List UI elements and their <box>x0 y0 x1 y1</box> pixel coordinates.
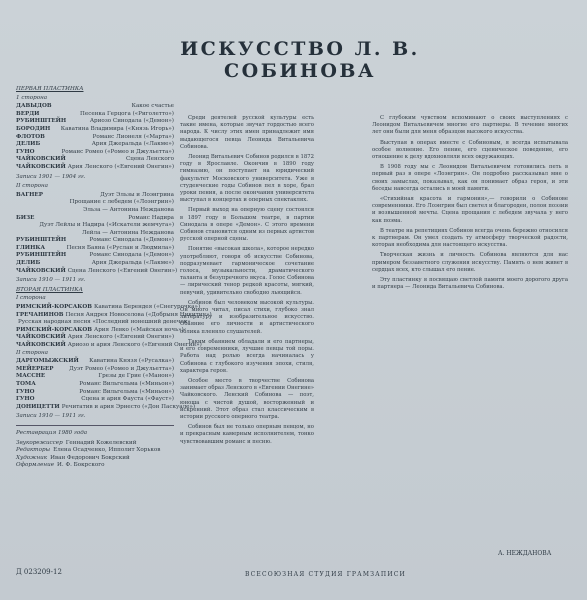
essay-column-1 <box>180 115 314 449</box>
plate2-tracks <box>16 304 212 350</box>
track-title: Ария Ленского («Евгений Онегин») <box>67 334 175 341</box>
track-title: Романс Вильгельма («Миньон») <box>79 380 174 387</box>
track-composer: ДЕЛИБ <box>16 141 41 148</box>
track-row <box>16 311 212 320</box>
track-composer: ФЛОТОВ <box>16 133 45 140</box>
track-title: Сцена Ленского <box>125 156 174 163</box>
essay-paragraph: В театре на репетициях Собинов всегда очень бережно относился к партнерам. Он умел создать ту атмосферу творческой радости, которая необходима для настоящего искусства. <box>372 227 568 249</box>
essay-paragraph: Особое место в творчестве Собинова занимает образ Ленского в «Евгении Онегине» Чайковского. Ленский Собинова — поэт, юноша с чистой душой, восторженный и искренний. Этот образ стал классическим в истории русского оперного театра. <box>180 377 314 420</box>
credit-row <box>16 447 174 455</box>
track-composer: ДАРГОМЫЖСКИЙ <box>16 358 79 365</box>
track-row <box>16 381 174 389</box>
track-row <box>16 156 174 164</box>
essay-paragraph: Творческая жизнь и личность Собинова являются для нас примером беззаветного служения искусству. Память о нем живет в сердцах всех, кто слышал его пение. <box>372 252 568 273</box>
plate2-years: Записи 1910 — 1911 гг. <box>16 413 86 420</box>
plate2-side: I сторона <box>16 295 46 302</box>
plate1-years: Записи 1901 — 1904 гг. <box>16 173 86 180</box>
essay-paragraph: Понятие «высокая школа», которое нередко употребляют, говоря об искусстве Собинова, подразумевает гармоническое сочетание голоса, музыкальности, драматического таланта и безупречного вкуса. Голос Собинова — лирический тенор редкой красоты, мягкий, певучий, удивительно свободно льющийся. <box>180 246 314 296</box>
track-composer: ЧАЙКОВСКИЙ <box>16 334 66 341</box>
track-title: Лейла — Антонина Нежданова <box>81 229 174 236</box>
track-title: Сцена Ленского («Евгений Онегин») <box>67 267 178 274</box>
track-title: Сцена и ария Фауста («Фауст») <box>81 396 174 403</box>
page-title: ИСКУССТВО Л. В. СОБИНОВА <box>180 38 420 82</box>
track-composer: МАССНЕ <box>16 373 46 380</box>
track-row <box>16 260 174 268</box>
track-composer: ГУНО <box>16 388 35 395</box>
divider <box>16 425 174 426</box>
track-title: Романс Надира <box>128 214 174 221</box>
track-title: Песня Андрея Новоселова («Добрыня Никитич») <box>65 311 212 318</box>
track-composer: ТОМА <box>16 380 36 387</box>
track-row <box>16 252 174 260</box>
author-signature: А. НЕЖДАНОВА <box>498 550 552 557</box>
track-row <box>16 342 202 350</box>
track-title: Ария Ленского («Евгений Онегин») <box>67 163 175 170</box>
track-title: Дуэт Ромео («Ромео и Джульетта») <box>69 365 174 372</box>
track-composer: ГУНО <box>16 148 35 155</box>
essay-column-2 <box>372 115 568 294</box>
track-row <box>16 237 174 245</box>
credit-label: Оформление <box>16 462 55 469</box>
track-composer: БОРОДИН <box>16 125 51 132</box>
track-row <box>16 304 201 312</box>
essay-paragraph: С глубоким чувством вспоминают о своих выступлениях с Леонидом Витальевичем многие его партнеры. В течение многих лет они были для меня образцом высокого искусства. <box>372 115 568 136</box>
credit-row <box>16 440 174 448</box>
track-composer: ДАВЫДОВ <box>16 103 52 110</box>
plate1-years2: Записи 1910 — 1911 гг. <box>16 277 86 284</box>
track-composer: ВАГНЕР <box>16 191 43 198</box>
essay-paragraph: В 1908 году мы с Леонидом Витальевичем готовились петь в первый раз в опере «Лоэнгрин». Он подробно рассказывал мне о своих замыслах, показывал, как он понимает образ героя, и эти беседы навсегда остались в моей памяти. <box>372 164 568 192</box>
track-row <box>16 207 174 215</box>
essay-paragraph: Леонид Витальевич Собинов родился в 1872 году в Ярославле. Окончив в 1890 году гимназию, он поступает на юридический факультет Московского университета. Уже в студенческие годы Собинов пел в хоре, брал уроки пения, а после окончания университета выступал в концертах и оперных спектаклях. <box>180 154 314 204</box>
essay-paragraph: «Стихийная красота и гармония»,— говорили о Собинове современники. Его Лоэнгрин был светел и благороден, полон поэзии и возвышенной мечты. Сцена прощания с лебедем звучала у него как поэма. <box>372 196 568 224</box>
credit-label: Звукорежиссер <box>16 439 63 446</box>
essay-paragraph: Собинов был не только оперным певцом, но и прекрасным камерным исполнителем, тонко чувствовавшим романс и песню. <box>180 424 314 445</box>
track-title: Каватина Владимира («Князь Игорь») <box>60 125 174 132</box>
plate1-title: ПЕРВАЯ ПЛАСТИНКА <box>16 86 84 92</box>
track-title: Эльза — Антонина Нежданова <box>83 206 174 213</box>
track-composer: ДЕЛИБ <box>16 260 41 267</box>
track-row <box>16 403 196 412</box>
track-row <box>16 118 174 126</box>
reissue-note: Реставрация 1980 года <box>16 429 88 436</box>
track-composer: ВЕРДИ <box>16 110 40 117</box>
track-composer: РИМСКИЙ-КОРСАКОВ <box>16 304 92 311</box>
track-title: Ария Джеральда («Лакме») <box>91 260 174 267</box>
track-row <box>16 319 191 327</box>
track-title: Ариозо Синодала («Демон») <box>89 118 174 125</box>
track-title: Песня Баяна («Руслан и Людмила») <box>66 244 174 251</box>
plate2-tracks2 <box>16 358 196 411</box>
track-composer: ГРЕЧАНИНОВ <box>16 311 64 318</box>
track-title: Речитатив и ария Эрнесто («Дон Паскуале») <box>61 403 196 410</box>
track-title: Ария Джеральда («Лакме») <box>91 141 174 148</box>
plate2-title: ВТОРАЯ ПЛАСТИНКА <box>16 286 83 293</box>
track-composer: ДОНИЦЕТТИ <box>16 403 60 410</box>
track-row <box>16 358 174 366</box>
credit-row <box>16 462 174 470</box>
tracklist <box>16 84 212 470</box>
track-row <box>16 267 178 276</box>
track-title: Русская народная песня «Последний нонешний денечек» <box>18 319 191 326</box>
essay-paragraph: Первый выход на оперную сцену состоялся в 1897 году в Большом театре, в партии Синодала в опере «Демон». С этого времени Собинов становится одним из первых артистов русской оперной сцены. <box>180 207 314 243</box>
credits <box>16 440 174 470</box>
track-composer: РУБИНШТЕЙН <box>16 237 67 244</box>
track-composer: МЕЙЕРБЕР <box>16 365 54 372</box>
track-row <box>16 141 174 149</box>
track-row <box>16 215 174 223</box>
track-title: Каватина Князя («Русалка») <box>89 358 174 365</box>
track-title: Романс Синодала («Демон») <box>89 237 174 244</box>
track-composer: ЧАЙКОВСКИЙ <box>16 163 66 170</box>
track-composer: РИМСКИЙ-КОРСАКОВ <box>16 326 92 333</box>
track-row <box>16 164 174 172</box>
plate2-side2: II сторона <box>16 349 48 356</box>
track-title: Романс Ромео («Ромео и Джульетта») <box>61 148 174 155</box>
track-row <box>16 334 174 342</box>
plate1-side: 1 сторона <box>16 94 48 101</box>
studio-name: ВСЕСОЮЗНАЯ СТУДИЯ ГРАМЗАПИСИ <box>245 571 406 578</box>
track-title: Ария Левко («Майская ночь») <box>93 326 184 333</box>
credit-value: Геннадий Кожелевский <box>65 439 137 446</box>
track-composer: БИЗЕ <box>16 214 35 221</box>
credit-value: Иван Федорович Бокрский <box>50 454 130 461</box>
track-composer: ГУНО <box>16 396 35 403</box>
track-title: Каватина Берендея («Снегурочка») <box>93 304 201 311</box>
track-row <box>16 373 174 381</box>
track-composer: РУБИНШТЕЙН <box>16 252 67 259</box>
track-composer: РУБИНШТЕЙН <box>16 118 67 125</box>
catalog-number: Д 023209-12 <box>16 568 62 576</box>
essay-paragraph: Таким обаянием обладали и его партнеры, и его современники, лучшие певцы той поры. Работа над ролью всегда начиналась у Собинова с глубокого изучения эпохи, стиля, характера героя. <box>180 338 314 374</box>
track-title: Грезы де Грие («Манон») <box>98 373 174 380</box>
track-title: Ариозо и ария Ленского («Евгений Онегин») <box>67 342 202 348</box>
credit-value: Елена Осадченко, Ипполит Хорьков <box>53 447 161 454</box>
essay-paragraph: Среди деятелей русской культуры есть такие имена, которые звучат гордостью всего народа. К числу этих имен принадлежит имя выдающегося певца Леонида Витальевича Собинова. <box>180 115 314 150</box>
track-row <box>16 126 174 134</box>
track-row <box>16 396 174 404</box>
essay-paragraph: Выступая в операх вместе с Собиновым, я всегда испытывала особое волнение. Его пение, его сценическое поведение, его отношение к делу вдохновляли всех окружающих. <box>372 139 568 161</box>
essay-paragraph: Собинов был человеком высокой культуры. Он много читал, писал стихи, глубоко знал литературу и изобразительное искусство. Обаяние его личности и артистического облика пленяло слушателей. <box>180 299 314 335</box>
plate1-tracks <box>16 103 174 171</box>
plate1-tracks2 <box>16 191 178 276</box>
track-composer: ЧАЙКОВСКИЙ <box>16 342 66 348</box>
track-composer: ЧАЙКОВСКИЙ <box>16 267 66 274</box>
track-title: Романс Вильгельма («Миньон») <box>79 388 174 395</box>
track-title: Прощание с лебедем («Лоэнгрин») <box>69 199 174 206</box>
track-title: Романс Синодала («Демон») <box>89 252 174 259</box>
track-title: Песенка Герцога («Риголетто») <box>80 110 174 117</box>
track-row <box>16 103 174 111</box>
credit-value: И. Ф. Бокрского <box>57 462 105 469</box>
track-title: Романс Лионеля («Марта») <box>92 133 174 140</box>
track-row <box>16 222 174 230</box>
track-composer: ГЛИНКА <box>16 244 46 251</box>
plate1-side2: II сторона <box>16 183 48 190</box>
track-composer: ЧАЙКОВСКИЙ <box>16 156 66 163</box>
track-title: Дуэт Эльзы и Лоэнгрина <box>100 191 174 198</box>
credit-label: Художник <box>16 454 48 461</box>
track-title: Какое счастье <box>131 103 174 110</box>
track-title: Дуэт Лейлы и Надира («Искатели жемчуга») <box>39 222 174 229</box>
track-row <box>16 199 174 207</box>
credit-label: Редакторы <box>16 447 51 454</box>
essay-paragraph: Эту пластинку я посвящаю светлой памяти моего дорогого друга и партнера — Леонида Витальевича Собинова. <box>372 277 568 291</box>
